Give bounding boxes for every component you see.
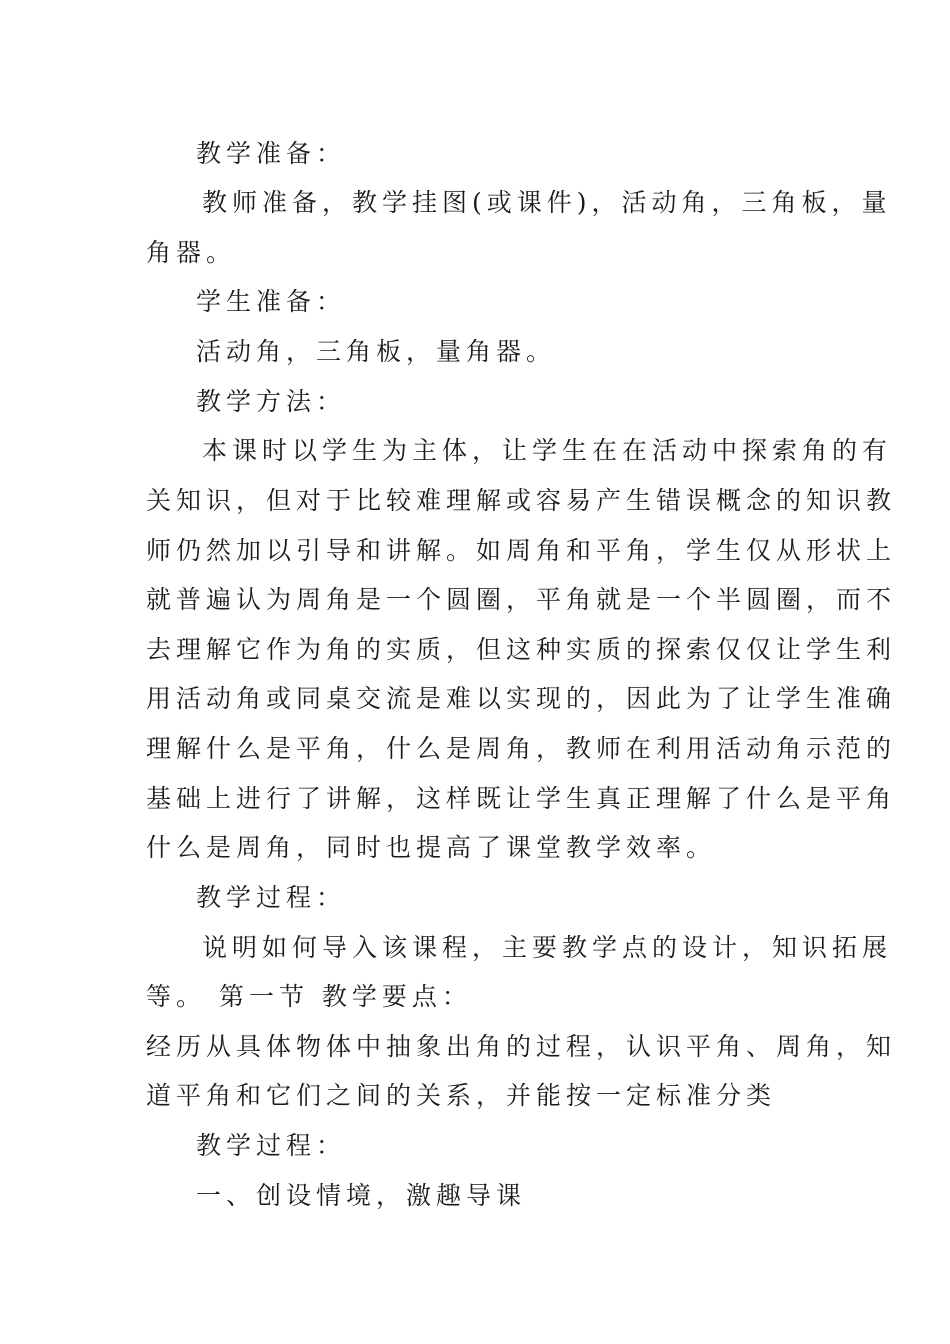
paragraph-line: 用活动角或同桌交流是难以实现的，因此为了让学生准确 bbox=[146, 684, 897, 713]
heading-teaching-process-2: 教学过程： bbox=[196, 1131, 347, 1160]
paragraph-line: 本课时以学生为主体，让学生在在活动中探索角的有 bbox=[202, 436, 893, 465]
paragraph-line: 去理解它作为角的实质，但这种实质的探索仅仅让学生利 bbox=[146, 635, 897, 664]
heading-teaching-preparation: 教学准备： bbox=[196, 139, 347, 168]
paragraph-line: 活动角，三角板，量角器。 bbox=[196, 337, 557, 366]
paragraph-line: 就普遍认为周角是一个圆圈，平角就是一个半圆圈，而不 bbox=[146, 585, 897, 614]
paragraph-line: 角器。 bbox=[146, 238, 237, 267]
paragraph-line: 什么是周角，同时也提高了课堂教学效率。 bbox=[146, 833, 717, 862]
paragraph-line: 基础上进行了讲解，这样既让学生真正理解了什么是平角 bbox=[146, 784, 897, 813]
paragraph-line: 道平角和它们之间的关系，并能按一定标准分类 bbox=[146, 1081, 777, 1110]
paragraph-line: 等。 第一节 教学要点： bbox=[146, 982, 472, 1011]
paragraph-line: 经历从具体物体中抽象出角的过程，认识平角、周角，知 bbox=[146, 1032, 897, 1061]
heading-teaching-method: 教学方法： bbox=[196, 387, 347, 416]
heading-student-preparation: 学生准备： bbox=[196, 287, 347, 316]
heading-teaching-process: 教学过程： bbox=[196, 883, 347, 912]
paragraph-line: 教师准备，教学挂图(或课件)，活动角，三角板，量 bbox=[202, 188, 892, 217]
paragraph-line: 说明如何导入该课程，主要教学点的设计，知识拓展 bbox=[202, 933, 893, 962]
paragraph-line: 理解什么是平角，什么是周角，教师在利用活动角示范的 bbox=[146, 734, 897, 763]
paragraph-line: 师仍然加以引导和讲解。如周角和平角，学生仅从形状上 bbox=[146, 536, 897, 565]
paragraph-line: 关知识，但对于比较难理解或容易产生错误概念的知识教 bbox=[146, 486, 897, 515]
section-heading: 一、创设情境，激趣导课 bbox=[196, 1181, 527, 1210]
